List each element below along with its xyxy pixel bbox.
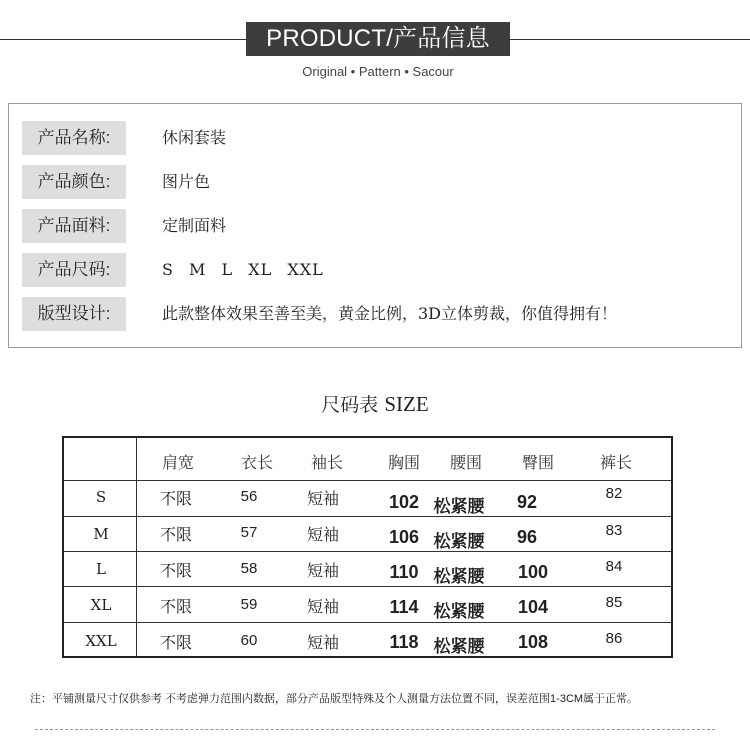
header-line-left — [0, 39, 246, 40]
cell-sleeve: 短袖 — [306, 491, 340, 508]
table-row-divider — [64, 551, 671, 552]
row-size-label: M — [93, 525, 109, 543]
info-value-sizes: S M L XL XXL — [162, 260, 324, 279]
header-hip: 臀围 — [521, 453, 555, 472]
cell-chest: 118 — [389, 632, 419, 652]
cell-shoulder: 不限 — [159, 527, 193, 544]
cell-sleeve: 短袖 — [306, 599, 340, 616]
table-row-divider — [64, 586, 671, 587]
page-title: PRODUCT/产品信息 — [246, 22, 510, 56]
product-info-box — [8, 103, 742, 348]
cell-pants: 83 — [605, 522, 623, 539]
table-row-divider — [64, 516, 671, 517]
cell-chest: 102 — [388, 492, 420, 512]
size-chart-title-en: SIZE — [384, 392, 429, 416]
info-value-fabric: 定制面料 — [162, 216, 227, 235]
cell-waist: 松紧腰 — [433, 532, 485, 551]
cell-shoulder: 不限 — [159, 563, 193, 580]
cell-hip: 108 — [517, 632, 549, 652]
cell-shoulder: 不限 — [159, 635, 193, 652]
footer-dashed-divider — [35, 729, 715, 730]
header-line-right — [510, 39, 750, 40]
row-size-label: L — [96, 560, 106, 578]
cell-pants: 85 — [605, 594, 623, 611]
info-value-color: 图片色 — [162, 172, 211, 191]
cell-sleeve: 短袖 — [306, 635, 340, 652]
header-length: 衣长 — [240, 453, 274, 472]
cell-sleeve: 短袖 — [306, 563, 340, 580]
header-sleeve: 袖长 — [310, 453, 344, 472]
page-subtitle: Original • Pattern • Sacour — [302, 64, 454, 79]
cell-chest: 110 — [389, 562, 419, 582]
cell-waist: 松紧腰 — [433, 637, 485, 656]
info-value-design: 此款整体效果至善至美，黄金比例，3D立体剪裁，你值得拥有！ — [162, 304, 618, 323]
header-chest: 胸围 — [387, 453, 421, 472]
info-label-design: 版型设计: — [22, 297, 126, 331]
size-chart-title — [250, 390, 500, 417]
cell-chest: 106 — [388, 527, 420, 547]
cell-waist: 松紧腰 — [433, 567, 485, 586]
cell-hip: 92 — [516, 492, 538, 512]
info-label-color: 产品颜色: — [22, 165, 126, 199]
cell-pants: 84 — [605, 558, 623, 575]
cell-pants: 86 — [605, 630, 623, 647]
row-size-label: S — [95, 488, 107, 506]
row-size-label: XXL — [85, 632, 117, 650]
measurement-note: 注：平铺测量尺寸仅供参考 不考虑弹力范围内数据，部分产品版型特殊及个人测量方法位置不同，误差范围1-3CM属于正常。 — [30, 693, 639, 705]
cell-length: 56 — [240, 488, 258, 505]
table-column-divider — [136, 438, 137, 656]
info-label-sizes: 产品尺码: — [22, 253, 126, 287]
cell-hip: 96 — [516, 527, 538, 547]
header-pants: 裤长 — [599, 453, 633, 472]
cell-length: 59 — [240, 596, 258, 613]
table-row-divider — [64, 480, 671, 481]
cell-length: 60 — [240, 632, 258, 649]
cell-length: 58 — [240, 560, 258, 577]
size-chart-title-cn: 尺码表 — [321, 394, 379, 416]
cell-shoulder: 不限 — [159, 491, 193, 508]
row-size-label: XL — [90, 596, 112, 614]
cell-pants: 82 — [605, 485, 623, 502]
cell-hip: 104 — [517, 597, 549, 617]
cell-waist: 松紧腰 — [433, 497, 485, 516]
cell-chest: 114 — [389, 597, 419, 617]
cell-length: 57 — [240, 524, 258, 541]
cell-waist: 松紧腰 — [433, 602, 485, 621]
cell-sleeve: 短袖 — [306, 527, 340, 544]
info-label-name: 产品名称: — [22, 121, 126, 155]
cell-hip: 100 — [517, 562, 549, 582]
header-shoulder: 肩宽 — [161, 453, 195, 472]
header-waist: 腰围 — [449, 453, 483, 472]
size-table — [62, 436, 673, 658]
info-value-name: 休闲套装 — [162, 128, 227, 147]
table-row-divider — [64, 622, 671, 623]
info-label-fabric: 产品面料: — [22, 209, 126, 243]
cell-shoulder: 不限 — [159, 599, 193, 616]
